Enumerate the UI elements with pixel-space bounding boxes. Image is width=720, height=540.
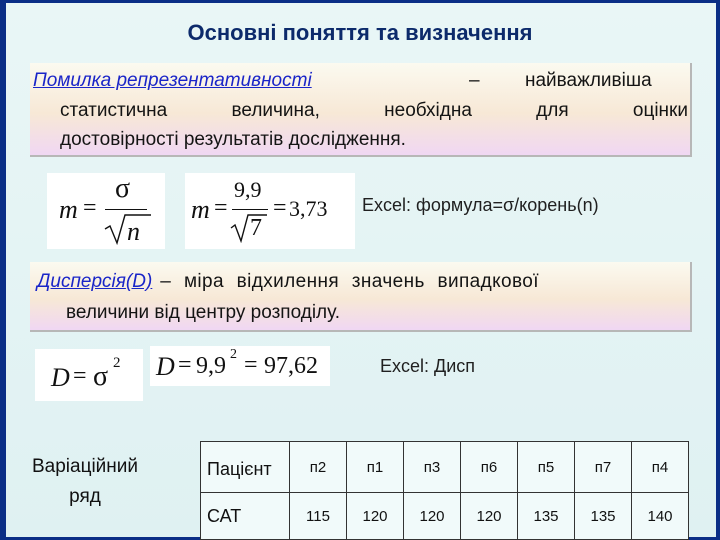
definition2-line2: величини від центру розподілу. — [66, 302, 340, 323]
definition1-line1 — [33, 66, 688, 95]
formula2-result: 3,73 — [289, 196, 328, 221]
fraction-bar — [232, 209, 268, 210]
table-cell: п5 — [518, 442, 575, 493]
definition1-dash: – — [469, 70, 480, 91]
formula1-numerator: σ — [115, 173, 131, 204]
definition2-rest — [160, 267, 687, 296]
formula3-base: σ — [93, 361, 109, 392]
variational-series-table — [200, 441, 689, 540]
term-variance: Дисперсія — [37, 271, 126, 292]
formula-variance — [35, 349, 143, 401]
word: необхідна — [384, 100, 472, 121]
formula2-lhs: m — [191, 195, 210, 224]
formula1-denominator: n — [127, 217, 140, 246]
formula-standard-error-example — [185, 173, 355, 249]
formula4-exponent: 2 — [230, 347, 237, 362]
excel-hint-variance: Excel: Дисп — [380, 356, 476, 376]
table-cell: п1 — [347, 442, 404, 493]
term-representativeness-error: Помилка репрезентативності — [33, 70, 312, 91]
formula-standard-error — [47, 173, 165, 249]
series-label-line2: ряд — [69, 486, 101, 507]
table-cell: п2 — [290, 442, 347, 493]
excel-hint-formula: Excel: формула=σ/корень(n) — [362, 195, 599, 215]
table-row — [201, 493, 689, 540]
table-cell: п7 — [575, 442, 632, 493]
definition1-line3: достовірності результатів дослідження. — [60, 129, 406, 150]
table-cell: 135 — [575, 493, 632, 540]
table-cell: 135 — [518, 493, 575, 540]
formula4-lhs: D — [156, 352, 175, 381]
formula4-result: 97,62 — [264, 353, 318, 379]
formula2-denominator: 7 — [250, 215, 262, 241]
formula2-numerator: 9,9 — [234, 177, 262, 202]
definition1-line2 — [60, 96, 688, 125]
table-row — [201, 442, 689, 493]
table-cell: 140 — [632, 493, 689, 540]
term-variance-symbol: (D) — [125, 271, 153, 292]
definition2-rest-text: – міра відхилення значень випадкової — [160, 271, 539, 292]
formula4-base: 9,9 — [196, 353, 226, 379]
table-cell: 120 — [347, 493, 404, 540]
formula3-exponent: 2 — [113, 355, 121, 371]
table-cell: 120 — [461, 493, 518, 540]
row-header-patient: Пацієнт — [201, 442, 290, 493]
variational-series-label — [30, 452, 140, 512]
formula1-lhs: m — [59, 195, 78, 224]
equals-sign: = — [214, 195, 228, 221]
equals-sign: = — [83, 195, 97, 221]
table-cell: п3 — [404, 442, 461, 493]
word: оцінки — [632, 100, 688, 121]
word: статистична — [60, 100, 168, 121]
table-cell: 115 — [290, 493, 347, 540]
formula3-lhs: D — [51, 363, 70, 392]
table-cell: п4 — [632, 442, 689, 493]
sqrt-icon — [229, 213, 269, 243]
table-cell: п6 — [461, 442, 518, 493]
equals-sign: = — [178, 352, 192, 378]
definition1-word: найважливіша — [525, 70, 652, 91]
slide-title: Основні поняття та визначення — [187, 20, 533, 45]
equals-sign: = — [273, 195, 287, 221]
table-cell: 120 — [404, 493, 461, 540]
series-label-line1: Варіаційний — [31, 456, 139, 477]
word: величина, — [231, 100, 320, 121]
definition2-line1 — [37, 267, 687, 296]
formula-variance-example — [150, 346, 330, 386]
equals-sign: = — [73, 363, 87, 389]
row-header-sbp: САТ — [201, 493, 290, 540]
word: для — [536, 100, 569, 121]
fraction-bar — [105, 209, 147, 210]
equals-sign: = — [244, 352, 258, 378]
